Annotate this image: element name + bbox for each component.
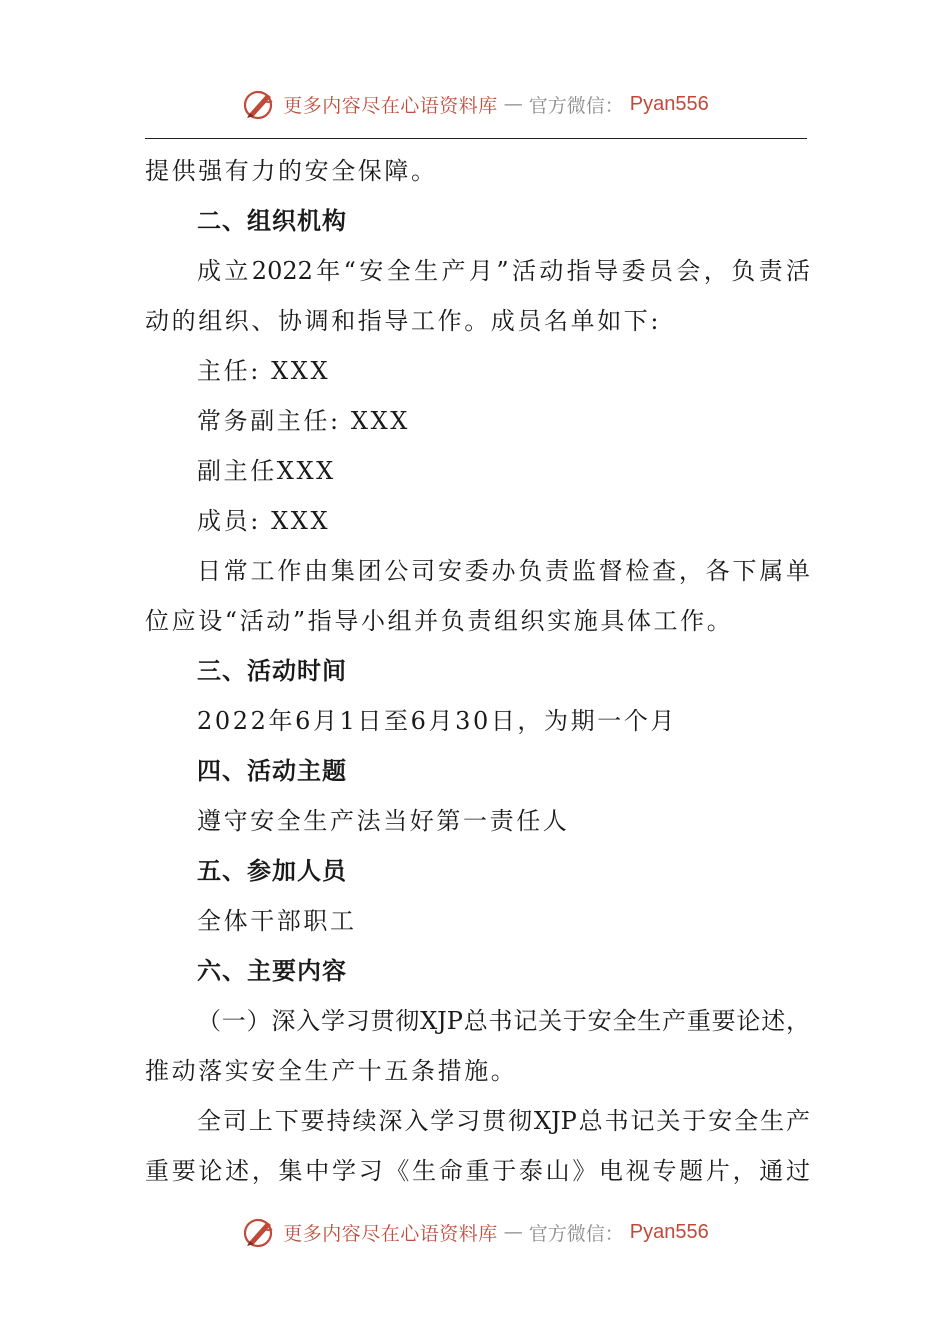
banner-wechat-id: Pyan556 (629, 92, 709, 115)
header-rule (145, 138, 807, 139)
section-heading-theme: 四、活动主题 (197, 757, 347, 785)
member-deputy: 副主任XXX (197, 457, 336, 485)
banner-title: 更多内容尽在心语资料库 (283, 94, 498, 117)
banner-wechat-id: Pyan556 (629, 1220, 709, 1243)
banner-wechat-label: 官方微信： (528, 1222, 624, 1245)
body-line: 重要论述，集中学习《生命重于泰山》电视专题片，通过 (145, 1157, 810, 1185)
body-line: 动的组织、协调和指导工作。成员名单如下: (145, 307, 662, 335)
footer-banner (0, 1210, 950, 1254)
section-heading-content: 六、主要内容 (197, 957, 347, 985)
body-line: 成立2022年“安全生产月”活动指导委员会，负责活 (197, 257, 810, 285)
activity-time: 2022年6月1日至6月30日，为期一个月 (197, 707, 678, 735)
body-line: 提供强有力的安全保障。 (145, 157, 438, 185)
section-heading-time: 三、活动时间 (197, 657, 347, 685)
pen-logo-icon (241, 86, 277, 122)
subsection-heading-1: （一）深入学习贯彻XJP总书记关于安全生产重要论述， (197, 1007, 810, 1035)
banner-wechat-label: 官方微信： (528, 94, 624, 117)
banner-dash: — (503, 93, 523, 115)
member-executive-deputy: 常务副主任: XXX (197, 407, 410, 435)
section-heading-organization: 二、组织机构 (197, 207, 347, 235)
document-body (145, 146, 810, 1196)
body-line: 全司上下要持续深入学习贯彻XJP总书记关于安全生产 (197, 1107, 810, 1135)
banner-title: 更多内容尽在心语资料库 (283, 1222, 498, 1245)
body-line: 推动落实安全生产十五条措施。 (145, 1057, 518, 1085)
banner-dash: — (503, 1221, 523, 1243)
body-line: 位应设“活动”指导小组并负责组织实施具体工作。 (145, 607, 734, 635)
member-members: 成员: XXX (197, 507, 331, 535)
body-line: 日常工作由集团公司安委办负责监督检查，各下属单 (197, 557, 810, 585)
header-banner (0, 82, 950, 126)
member-director: 主任: XXX (197, 357, 331, 385)
participants: 全体干部职工 (197, 907, 357, 935)
pen-logo-icon (241, 1214, 277, 1250)
section-heading-participants: 五、参加人员 (197, 857, 347, 885)
activity-theme: 遵守安全生产法当好第一责任人 (197, 807, 570, 835)
